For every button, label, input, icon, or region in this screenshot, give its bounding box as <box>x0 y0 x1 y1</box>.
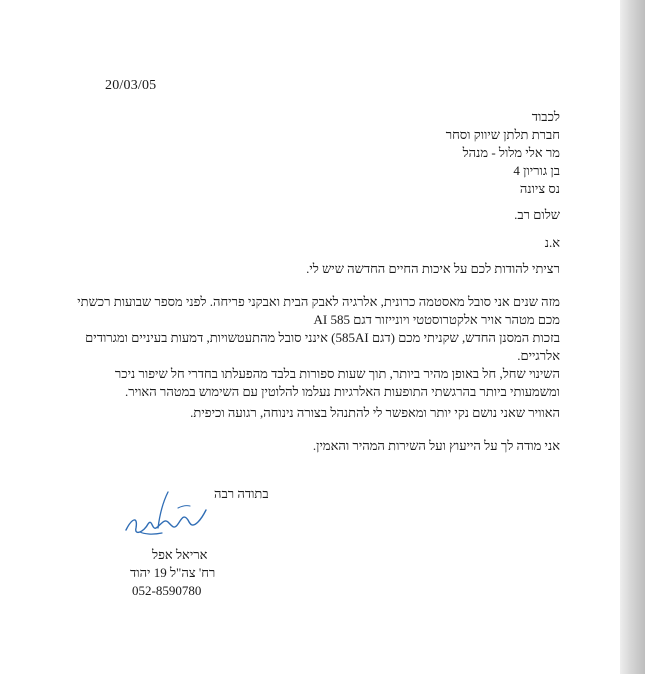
recipient-company: חברת תלתן שיווק וסחר <box>445 127 560 142</box>
salutation: א.נ <box>544 235 560 250</box>
sender-phone: 052-8590780 <box>132 583 202 598</box>
recipient-city: נס ציונה <box>519 181 560 196</box>
recipient-to: לכבוד <box>531 109 560 124</box>
page-edge-shadow <box>620 0 645 674</box>
body-paragraph-3: אני מודה לך על הייעוץ ועל השירות המהיר והאמין. <box>312 438 560 453</box>
intro-paragraph: רציתי להודות לכם על איכות החיים החדשה שיש לי. <box>306 261 560 276</box>
body-line: השינוי שחל, חל באופן מהיר ביותר, תוך שעות ספורות בלבד מהפעלתו בחדרי חל שיפור ניכר <box>114 366 560 381</box>
sender-address: רח' צה"ל 19 יהוד <box>130 565 216 580</box>
body-line: מזה שנים אני סובל מאסטמה כרונית, אלרגיה לאבק הבית ואבקני פריחה. לפני מספר שבועות רכשתי <box>77 294 560 309</box>
body-line: מכם מטהר אויר אלקטרוסטטי ויונייזור דגם 585 AI <box>313 312 560 327</box>
body-line: אלרגיים. <box>517 348 560 363</box>
handwritten-signature <box>118 488 210 546</box>
sender-name: אריאל אפל <box>152 547 208 562</box>
letter-date: 20/03/05 <box>105 78 157 93</box>
recipient-street: בן גוריון 4 <box>513 163 560 178</box>
body-line: בזכות המסנן החדש, שקניתי מכם (דגם 585AI) אינני סובל מהתעטשויות, דמעות בעיניים ומגרודים <box>85 330 560 345</box>
body-paragraph <box>77 293 560 401</box>
recipient-person: מר אלי מלול - מנהל <box>462 145 560 160</box>
closing: בתודה רבה <box>214 486 269 501</box>
body-paragraph-2: האוויר שאני נושם נקי יותר ומאפשר לי להתנהל בצורה נינוחה, רגועה וכיפית. <box>190 405 560 420</box>
body-line: ומשמעותי ביותר בהרגשתי התופעות האלרגיות נעלמו להלוטין עם השימוש במטהר האויר. <box>125 384 560 399</box>
greeting: שלום רב. <box>514 207 560 222</box>
